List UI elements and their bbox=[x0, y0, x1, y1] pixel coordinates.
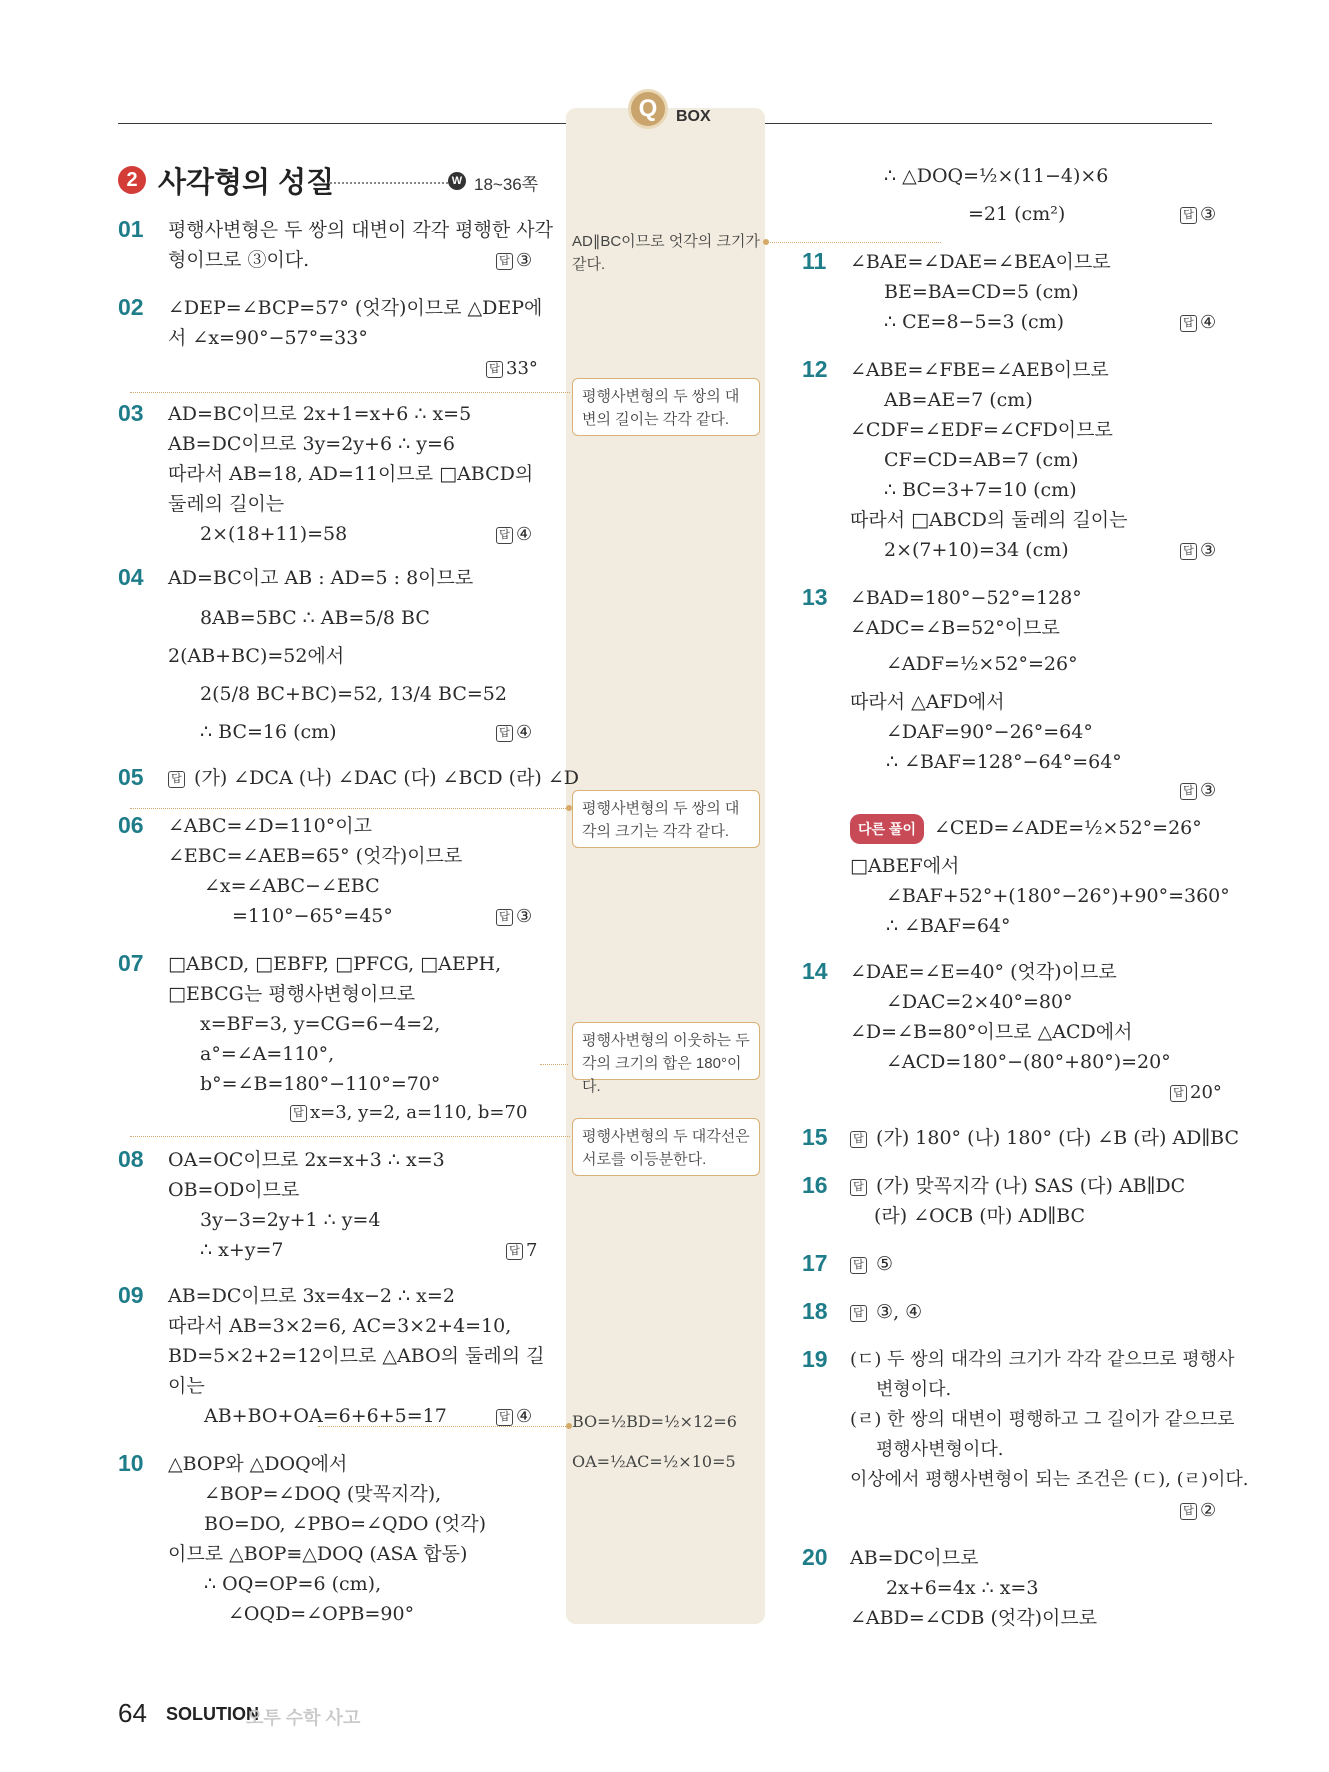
solution-line: OA=OC이므로 2x=x+3 ∴ x=3 bbox=[168, 1149, 445, 1171]
answer-mark-icon: 답 bbox=[496, 1409, 513, 1426]
solution-line: ∠ACD=180°−(80°+80°)=20° bbox=[886, 1051, 1171, 1073]
answer-value: ④ bbox=[516, 524, 533, 545]
answer-mark-icon: 답 bbox=[1180, 1503, 1197, 1520]
solution-line: (ㄹ) 한 쌍의 대변이 평행하고 그 길이가 같으므로 bbox=[850, 1409, 1235, 1430]
solution-line: 따라서 □ABCD의 둘레의 길이는 bbox=[850, 509, 1128, 531]
qbox-note-1: AD∥BC이므로 엇각의 크기가 같다. bbox=[572, 233, 760, 273]
solution-line: ∴ ∠BAF=128°−64°=64° bbox=[886, 751, 1122, 773]
answer-mark-icon: 답 bbox=[1180, 207, 1197, 224]
solution-line: 2×(7+10)=34 (cm) bbox=[884, 539, 1069, 561]
answer-mark-icon: 답 bbox=[850, 1257, 867, 1274]
qbox-label: BOX bbox=[676, 108, 711, 125]
solution-line: ∴ x+y=7 bbox=[200, 1239, 284, 1261]
solution-line: 이상에서 평행사변형이 되는 조건은 (ㄷ), (ㄹ)이다. bbox=[850, 1469, 1249, 1490]
answer-value: ② bbox=[1200, 1500, 1217, 1521]
problem-number: 13 bbox=[802, 584, 828, 610]
solution-line: BE=BA=CD=5 (cm) bbox=[884, 281, 1079, 303]
problem-number: 20 bbox=[802, 1544, 828, 1570]
solution-line: □ABCD, □EBFP, □PFCG, □AEPH, bbox=[168, 953, 502, 975]
problem-number: 19 bbox=[802, 1346, 828, 1372]
solution-line: ∴ BC=3+7=10 (cm) bbox=[884, 479, 1077, 501]
problem-number: 17 bbox=[802, 1250, 828, 1276]
qbox-note-7: OA=½AC=½×10=5 bbox=[572, 1452, 736, 1471]
solution-line: 평행사변형이다. bbox=[876, 1439, 1004, 1460]
solution-line: ∠ADC=∠B=52°이므로 bbox=[850, 617, 1060, 639]
problem-number: 09 bbox=[118, 1282, 144, 1308]
solution-line: 서 ∠x=90°−57°=33° bbox=[168, 327, 368, 349]
answer-value: ③ bbox=[1200, 540, 1217, 561]
solution-line: ∠x=∠ABC−∠EBC bbox=[204, 875, 380, 897]
answer-value: ⑤ bbox=[876, 1253, 894, 1275]
solution-line: BD=5×2+2=12이므로 △ABO의 둘레의 길 bbox=[168, 1345, 545, 1367]
solution-line: ∠D=∠B=80°이므로 △ACD에서 bbox=[850, 1021, 1133, 1043]
answer-mark-icon: 답 bbox=[850, 1131, 867, 1148]
answer-value: (가) 180° (나) 180° (다) ∠B (라) AD∥BC bbox=[876, 1127, 1240, 1149]
footer-label: SOLUTION bbox=[166, 1704, 259, 1724]
answer bbox=[496, 250, 532, 271]
answer-mark-icon: 답 bbox=[850, 1179, 867, 1196]
answer bbox=[496, 906, 532, 927]
solution-line: CF=CD=AB=7 (cm) bbox=[884, 449, 1079, 471]
qbox-note-6: BO=½BD=½×12=6 bbox=[572, 1412, 737, 1431]
answer-mark-icon: 답 bbox=[1180, 315, 1197, 332]
alternative-solution-line: ∠BAF+52°+(180°−26°)+90°=360° bbox=[886, 885, 1230, 907]
problem-number: 11 bbox=[802, 248, 827, 274]
solution-line: (라) ∠OCB (마) AD∥BC bbox=[874, 1205, 1086, 1227]
answer bbox=[1180, 780, 1216, 801]
leader-line bbox=[766, 242, 941, 243]
solution-line: AD=BC이고 AB : AD=5 : 8이므로 bbox=[168, 567, 474, 589]
solution-line: AB=DC이므로 3y=2y+6 ∴ y=6 bbox=[168, 433, 455, 455]
problem-number: 15 bbox=[802, 1124, 828, 1150]
answer-value: ③ bbox=[1200, 780, 1217, 801]
solution-line: ∠ABC=∠D=110°이고 bbox=[168, 815, 372, 837]
answer-value: ④ bbox=[516, 722, 533, 743]
answer bbox=[496, 722, 532, 743]
solution-line: 둘레의 길이는 bbox=[168, 493, 285, 515]
solution-line: ∠OQD=∠OPB=90° bbox=[228, 1603, 415, 1625]
answer bbox=[1170, 1082, 1222, 1103]
alternative-solution-badge: 다른 풀이 bbox=[850, 814, 924, 844]
answer-mark-icon: 답 bbox=[1180, 543, 1197, 560]
answer-mark-icon: 답 bbox=[486, 361, 503, 378]
qbox-note-4: 평행사변형의 이웃하는 두 각의 크기의 합은 180°이다. bbox=[572, 1022, 760, 1080]
solution-line: ∠BOP=∠DOQ (맞꼭지각), bbox=[204, 1483, 442, 1505]
alternative-solution-line bbox=[850, 814, 1202, 844]
solution-line: 평행사변형은 두 쌍의 대변이 각각 평행한 사각 bbox=[168, 219, 553, 241]
solution-line: 2(AB+BC)=52에서 bbox=[168, 645, 345, 667]
answer bbox=[496, 524, 532, 545]
solution-line: 이는 bbox=[168, 1375, 205, 1397]
section-title: 사각형의 성질 bbox=[158, 167, 335, 199]
alt-text: ∠CED=∠ADE=½×52°=26° bbox=[934, 817, 1202, 839]
answer bbox=[290, 1102, 527, 1123]
solution-line: ∠CDF=∠EDF=∠CFD이므로 bbox=[850, 419, 1113, 441]
solution-line: AB=AE=7 (cm) bbox=[884, 389, 1033, 411]
solution-line: AD=BC이므로 2x+1=x+6 ∴ x=5 bbox=[168, 403, 472, 425]
answer-value: ③ bbox=[516, 250, 533, 271]
solution-line: =21 (cm²) bbox=[968, 203, 1066, 225]
answer-mark-icon: 답 bbox=[496, 527, 513, 544]
section-dotted-leader bbox=[330, 182, 448, 184]
leader-line bbox=[130, 392, 570, 393]
solution-line: 이므로 △BOP≡△DOQ (ASA 합동) bbox=[168, 1543, 468, 1565]
solution-line: 2(5/8 BC+BC)=52, 13/4 BC=52 bbox=[200, 683, 507, 705]
answer bbox=[486, 358, 538, 379]
solution-line: ∠ABD=∠CDB (엇각)이므로 bbox=[850, 1607, 1098, 1629]
solution-line: (ㄷ) 두 쌍의 대각의 크기가 각각 같으므로 평행사 bbox=[850, 1349, 1235, 1370]
answer-value: 20° bbox=[1190, 1082, 1222, 1103]
answer-mark-icon: 답 bbox=[1180, 783, 1197, 800]
qbox-note-2: 평행사변형의 두 쌍의 대변의 길이는 각각 같다. bbox=[572, 378, 760, 436]
section-pages: 18~36쪽 bbox=[474, 175, 539, 194]
section-number-badge: 2 bbox=[118, 166, 146, 194]
solution-line bbox=[850, 1250, 893, 1278]
solution-line: ∠DAE=∠E=40° (엇각)이므로 bbox=[850, 961, 1117, 983]
problem-number: 06 bbox=[118, 812, 144, 838]
solution-line: ∠BAD=180°−52°=128° bbox=[850, 587, 1082, 609]
problem-number: 16 bbox=[802, 1172, 828, 1198]
answer bbox=[1180, 204, 1216, 225]
solution-line: BO=DO, ∠PBO=∠QDO (엇각) bbox=[204, 1513, 486, 1535]
answer-value: (가) 맞꼭지각 (나) SAS (다) AB∥DC bbox=[876, 1175, 1186, 1197]
answer-value: ③ bbox=[516, 906, 533, 927]
answer bbox=[506, 1240, 537, 1261]
problem-number: 10 bbox=[118, 1450, 144, 1476]
answer bbox=[1180, 540, 1216, 561]
solution-line bbox=[850, 1298, 922, 1326]
problem-number: 07 bbox=[118, 950, 144, 976]
qbox-note-3: 평행사변형의 두 쌍의 대각의 크기는 각각 같다. bbox=[572, 790, 760, 848]
answer-mark-icon: 답 bbox=[1170, 1085, 1187, 1102]
solution-line: OB=OD이므로 bbox=[168, 1179, 300, 1201]
alternative-solution-line: ∴ ∠BAF=64° bbox=[886, 915, 1011, 937]
solution-line: AB+BO+OA=6+6+5=17 bbox=[204, 1405, 447, 1427]
solution-line: 변형이다. bbox=[876, 1379, 952, 1400]
solution-line: ∠DAF=90°−26°=64° bbox=[886, 721, 1093, 743]
footer-brand: 오투 수학 사고 bbox=[246, 1708, 361, 1728]
solution-line: ∴ OQ=OP=6 (cm), bbox=[204, 1573, 382, 1595]
answer-mark-icon: 답 bbox=[496, 909, 513, 926]
problem-number: 03 bbox=[118, 400, 144, 426]
solution-line: AB=DC이므로 bbox=[850, 1547, 979, 1569]
solution-line: △BOP와 △DOQ에서 bbox=[168, 1453, 348, 1475]
answer-value: ④ bbox=[1200, 312, 1217, 333]
solution-line: ∠ADF=½×52°=26° bbox=[886, 653, 1078, 675]
leader-line bbox=[540, 1064, 568, 1065]
answer-mark-icon: 답 bbox=[168, 771, 185, 788]
solution-line: 따라서 AB=3×2=6, AC=3×2+4=10, bbox=[168, 1315, 512, 1337]
solution-line: ∠EBC=∠AEB=65° (엇각)이므로 bbox=[168, 845, 463, 867]
solution-line: 8AB=5BC ∴ AB=5/8 BC bbox=[200, 607, 430, 629]
answer-value: (가) ∠DCA (나) ∠DAC (다) ∠BCD (라) ∠D bbox=[194, 767, 580, 789]
workbook-w-icon: W bbox=[448, 172, 466, 190]
problem-number: 05 bbox=[118, 764, 144, 790]
answer-value: ③, ④ bbox=[876, 1301, 923, 1323]
solution-line: =110°−65°=45° bbox=[232, 905, 393, 927]
solution-line: ∴ CE=8−5=3 (cm) bbox=[884, 311, 1065, 333]
qbox-logo-icon: Q bbox=[628, 89, 668, 129]
problem-number: 12 bbox=[802, 356, 828, 382]
problem-number: 04 bbox=[118, 564, 144, 590]
answer bbox=[496, 1406, 532, 1427]
solution-line: 따라서 AB=18, AD=11이므로 □ABCD의 bbox=[168, 463, 534, 485]
answer-value: 33° bbox=[506, 358, 538, 379]
alternative-solution-line: □ABEF에서 bbox=[850, 855, 960, 877]
leader-dot bbox=[566, 805, 572, 811]
qbox-note-5: 평행사변형의 두 대각선은 서로를 이등분한다. bbox=[572, 1118, 760, 1176]
solution-line: ∠ABE=∠FBE=∠AEB이므로 bbox=[850, 359, 1109, 381]
answer-mark-icon: 답 bbox=[496, 725, 513, 742]
problem-number: 18 bbox=[802, 1298, 828, 1324]
answer bbox=[1180, 1500, 1216, 1521]
answer-mark-icon: 답 bbox=[850, 1305, 867, 1322]
leader-line bbox=[130, 808, 570, 809]
problem-number: 14 bbox=[802, 958, 828, 984]
solution-line: ∠DAC=2×40°=80° bbox=[886, 991, 1073, 1013]
solution-line: ∠BAE=∠DAE=∠BEA이므로 bbox=[850, 251, 1111, 273]
answer-mark-icon: 답 bbox=[496, 253, 513, 270]
solution-line: AB=DC이므로 3x=4x−2 ∴ x=2 bbox=[168, 1285, 455, 1307]
qbox-column bbox=[566, 108, 765, 1624]
solution-line: ∴ BC=16 (cm) bbox=[200, 721, 337, 743]
problem-number: 02 bbox=[118, 294, 144, 320]
solution-line bbox=[850, 1124, 1239, 1152]
solution-line: a°=∠A=110°, bbox=[200, 1043, 335, 1065]
answer-value: ④ bbox=[516, 1406, 533, 1427]
problem-number: 08 bbox=[118, 1146, 144, 1172]
solution-line: 형이므로 ③이다. bbox=[168, 249, 310, 271]
solution-line: □EBCG는 평행사변형이므로 bbox=[168, 983, 416, 1005]
answer-value: 7 bbox=[526, 1240, 538, 1261]
answer-value: x=3, y=2, a=110, b=70 bbox=[310, 1102, 528, 1123]
solution-line: ∴ △DOQ=½×(11−4)×6 bbox=[884, 165, 1109, 187]
solution-line: 3y−3=2y+1 ∴ y=4 bbox=[200, 1209, 381, 1231]
leader-dot bbox=[566, 1423, 572, 1429]
answer bbox=[1180, 312, 1216, 333]
answer-value: ③ bbox=[1200, 204, 1217, 225]
solution-line: b°=∠B=180°−110°=70° bbox=[200, 1073, 441, 1095]
answer-mark-icon: 답 bbox=[290, 1105, 307, 1122]
leader-dot bbox=[763, 239, 769, 245]
leader-line bbox=[130, 1136, 570, 1137]
solution-line: ∠DEP=∠BCP=57° (엇각)이므로 △DEP에 bbox=[168, 297, 543, 319]
solution-line: 2x+6=4x ∴ x=3 bbox=[886, 1577, 1039, 1599]
answer-mark-icon: 답 bbox=[506, 1243, 523, 1260]
solution-line: 2×(18+11)=58 bbox=[200, 523, 348, 545]
solution-line bbox=[850, 1172, 1185, 1200]
solution-line bbox=[168, 764, 579, 792]
solution-line: x=BF=3, y=CG=6−4=2, bbox=[200, 1013, 441, 1035]
problem-number: 01 bbox=[118, 216, 144, 242]
page-number: 64 bbox=[118, 1698, 147, 1728]
solution-line: 따라서 △AFD에서 bbox=[850, 691, 1005, 713]
